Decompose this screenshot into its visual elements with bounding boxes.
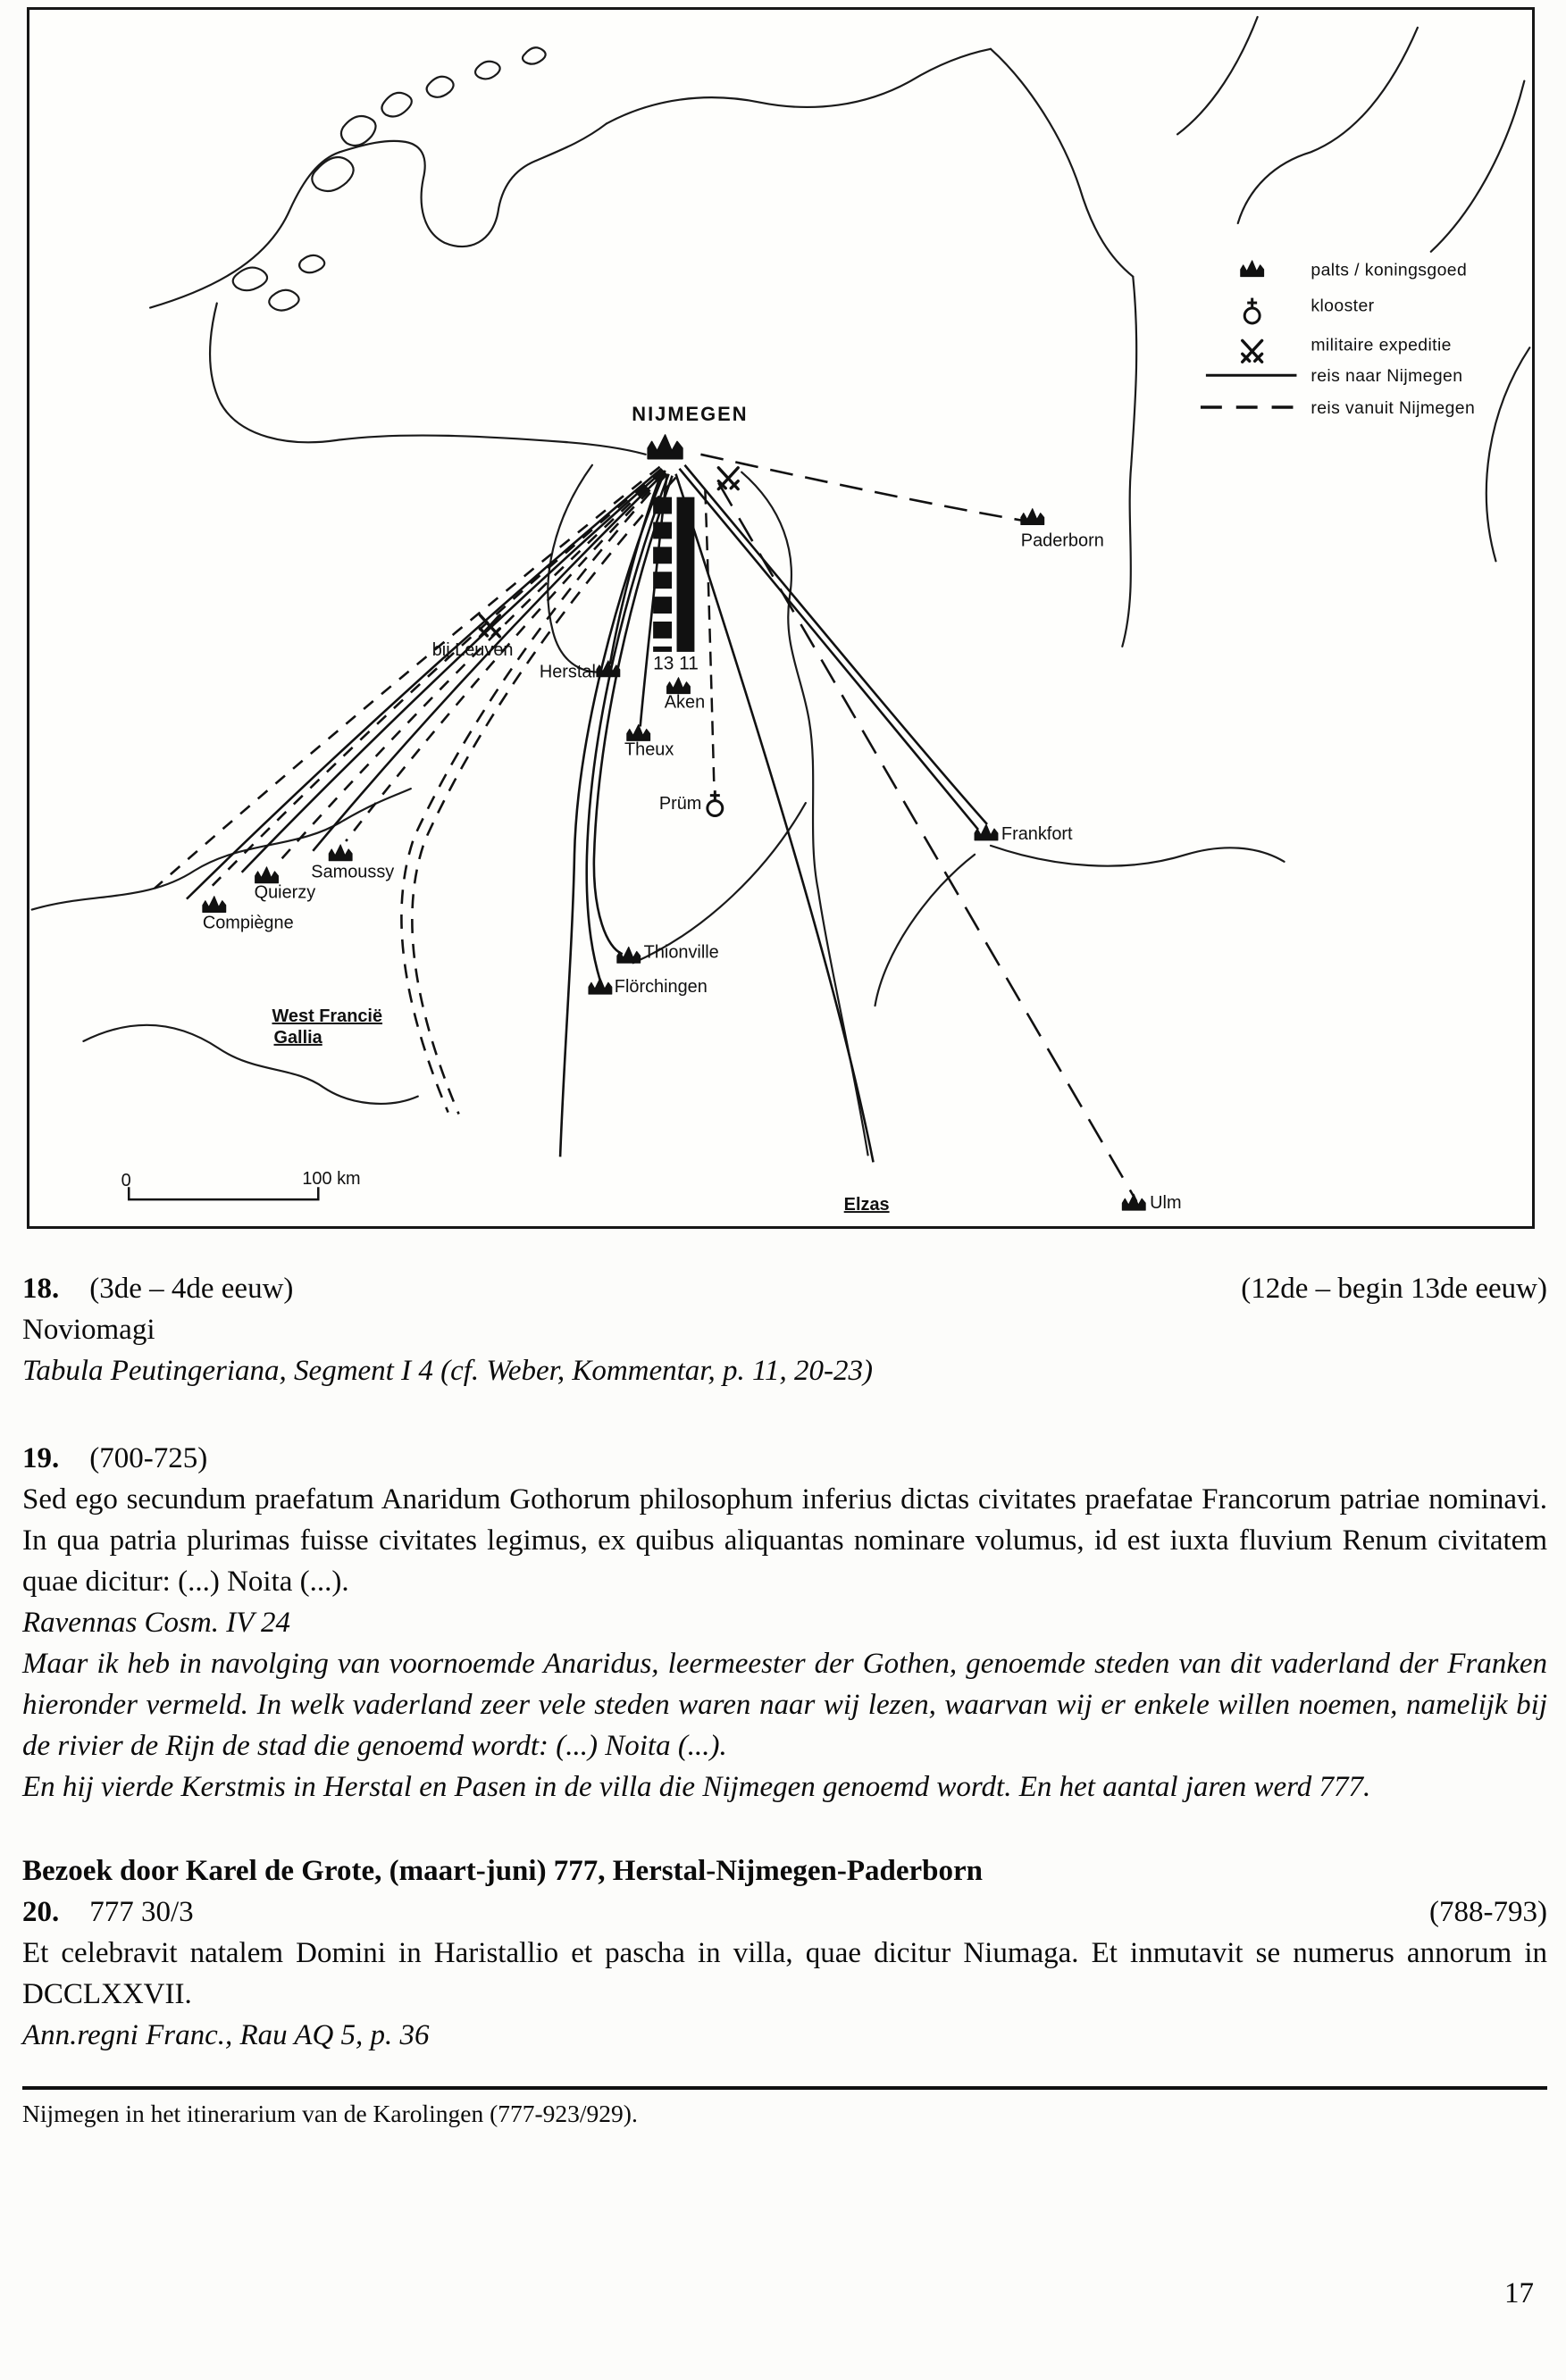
place-label-ulm: Ulm — [1150, 1193, 1182, 1214]
legend-row-1 — [1244, 296, 1374, 323]
legend-label-3: reis naar Nijmegen — [1311, 366, 1463, 387]
region-label-gallia: Gallia — [273, 1027, 322, 1048]
crown-icon — [255, 867, 279, 883]
crown-icon — [1021, 509, 1044, 525]
klooster-icon — [708, 790, 723, 815]
item-19-body: Sed ego secundum praefatum Anaridum Gothorum philosophum inferius dictas civitates praefatae Francorum patriae nominavi. In qua patria plurimas fuisse civitates legimus, ex quibus aliquantas nominare volumus, id est iuxta fluvium Renum civitatem quae dicitur: (...) Noita (...). — [22, 1483, 1547, 1598]
place-label-quierzy: Quierzy — [254, 882, 316, 903]
crown-icon — [597, 661, 620, 677]
trip-count-bars — [653, 497, 699, 674]
item-20-date: 777 30/3 — [89, 1896, 194, 1928]
map-svg — [29, 10, 1532, 1226]
place-label-pr-m: Prüm — [658, 794, 702, 814]
scale-bracket — [129, 1187, 318, 1199]
item-18-source: Tabula Peutingeriana, Segment I 4 (cf. Weber, Kommentar, p. 11, 20-23) — [22, 1355, 874, 1387]
legend-row-4 — [1201, 398, 1475, 418]
item-19-translation: Maar ik heb in navolging van voornoemde Anaridus, leermeester der Gothen, genoemde steden van dit vaderland der Franken hieronder vermeld. In welk vaderland zeer vele steden waren naar wij lezen, waarvan wij er enkele willen noemen, namelijk bij de rivier de Rijn de stad die genoemd wordt: (...) Noita (...). — [22, 1648, 1547, 1762]
place-label-thionville: Thionville — [643, 942, 719, 963]
swords-icon — [718, 468, 738, 489]
item-18-number: 18. — [22, 1273, 60, 1305]
place-label-paderborn: Paderborn — [1020, 530, 1104, 551]
place-bij-leuven — [432, 615, 514, 660]
place-herstal — [540, 661, 620, 682]
place-fl-rchingen — [589, 977, 708, 997]
item-18-right-note: (12de – begin 13de eeuw) — [1241, 1273, 1547, 1305]
crown-icon — [648, 435, 683, 459]
scale-zero: 0 — [121, 1171, 131, 1191]
coastline-rivers — [32, 17, 1530, 1155]
item-20-right-note: (788-793) — [1429, 1896, 1547, 1928]
place-label-theux: Theux — [624, 739, 674, 760]
crown-icon — [1122, 1194, 1145, 1210]
place-label-nijmegen: NIJMEGEN — [632, 402, 749, 425]
crown-icon — [203, 897, 226, 913]
place-paderborn — [1021, 509, 1104, 551]
klooster-icon — [1244, 298, 1260, 323]
item-18-date: (3de – 4de eeuw) — [89, 1273, 294, 1305]
legend-label-2: militaire expeditie — [1311, 335, 1452, 355]
place-label-aken: Aken — [664, 692, 706, 713]
crown-icon — [617, 947, 641, 963]
place-quierzy — [255, 867, 316, 903]
legend-label-0: palts / koningsgoed — [1311, 260, 1468, 280]
page-number: 17 — [1504, 2277, 1534, 2309]
legend-label-4: reis vanuit Nijmegen — [1311, 398, 1476, 419]
place-samoussy — [311, 845, 394, 882]
legend-label-1: klooster — [1311, 296, 1375, 316]
routes-from-nijmegen — [155, 455, 1136, 1201]
region-label-elzas: Elzas — [843, 1195, 890, 1215]
footnote: Nijmegen in het itinerarium van de Karolingen (777-923/929). — [22, 2086, 1547, 2129]
crown-icon — [975, 824, 998, 840]
place-theux — [624, 724, 674, 759]
item-19-source: Ravennas Cosm. IV 24 — [22, 1607, 291, 1639]
legend-row-2 — [1243, 335, 1452, 362]
text-column — [22, 1268, 1547, 2129]
place-unnamed — [718, 468, 738, 489]
item-19-number: 19. — [22, 1442, 60, 1474]
item-20-source: Ann.regni Franc., Rau AQ 5, p. 36 — [22, 2019, 430, 2051]
visit-heading: Bezoek door Karel de Grote, (maart-juni) 777, Herstal-Nijmegen-Paderborn — [22, 1855, 984, 1887]
legend-row-3 — [1206, 366, 1463, 386]
place-frankfort — [975, 824, 1073, 844]
region-label-west-franci-: West Francië — [272, 1006, 383, 1027]
item-19 — [22, 1438, 1547, 1808]
item-20-body: Et celebravit natalem Domini in Haristallio et pascha in villa, quae dicitur Niumaga. Et inmutavit se numerus annorum in DCCLXXVII. — [22, 1937, 1547, 2010]
crown-icon — [667, 678, 691, 694]
scale-bar — [121, 1169, 361, 1199]
item-19-date: (700-725) — [89, 1442, 208, 1474]
crown-icon — [627, 724, 650, 740]
place-thionville — [617, 942, 719, 963]
swords-icon — [1243, 340, 1262, 362]
item-18 — [22, 1268, 1547, 1391]
item-19-translation-2: En hij vierde Kerstmis in Herstal en Pasen in de villa die Nijmegen genoemd wordt. En het aantal jaren werd 777. — [22, 1771, 1371, 1803]
place-ulm — [1122, 1193, 1181, 1213]
crown-icon — [329, 845, 352, 861]
place-label-samoussy: Samoussy — [311, 862, 395, 882]
bar-count-label: 13 11 — [653, 653, 699, 674]
place-pr-m — [659, 790, 723, 815]
place-label-bij-leuven: bij Leuven — [431, 639, 514, 660]
crown-icon — [589, 978, 612, 994]
map-figure — [27, 7, 1535, 1229]
crown-icon — [1241, 261, 1264, 277]
place-label-herstal: Herstal — [539, 662, 596, 682]
legend-row-0 — [1241, 261, 1467, 280]
place-label-compi-gne: Compiègne — [202, 913, 294, 933]
place-label-fl-rchingen: Flörchingen — [614, 977, 708, 998]
item-18-name: Noviomagi — [22, 1314, 155, 1346]
place-label-frankfort: Frankfort — [1001, 823, 1073, 844]
scale-hundred: 100 km — [302, 1169, 361, 1190]
item-20-number: 20. — [22, 1896, 60, 1928]
item-20 — [22, 1891, 1547, 2056]
place-nijmegen — [632, 403, 748, 459]
place-aken — [665, 678, 705, 713]
